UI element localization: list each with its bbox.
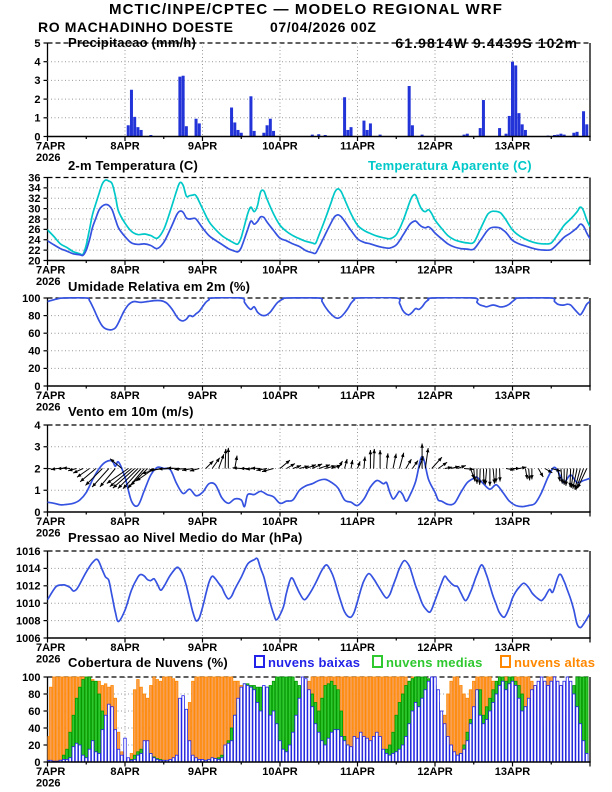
x-tick-label: 9APR [187, 642, 218, 654]
legend-low-clouds: nuvens baixas [254, 655, 360, 670]
line-2-m Temperatura (C) [48, 204, 591, 255]
x-tick-label: 13APR [494, 264, 531, 277]
y-tick-label: 0 [34, 380, 41, 393]
precip-bar [185, 126, 188, 136]
axis-labels [16, 546, 530, 666]
x-tick-label: 12APR [417, 766, 453, 778]
y-tick-label: 1010 [16, 598, 41, 610]
y-tick-label: 0 [34, 506, 41, 519]
precip-bar [582, 111, 585, 136]
x-tick-label: 13APR [494, 516, 531, 528]
precip-bar [511, 62, 514, 137]
precip-bar [514, 65, 517, 136]
precip-bar [230, 108, 233, 137]
x-tick-label: 9APR [187, 390, 218, 402]
low-clouds-swatch-icon [254, 655, 265, 668]
legend-apparent-temperature: Temperatura Aparente (C) [368, 158, 532, 173]
x-tick-label: 7APR [36, 140, 66, 153]
precip-bar [366, 130, 369, 137]
precip-bar [133, 117, 136, 137]
y-tick-label: 32 [28, 193, 41, 206]
x-year-label: 2026 [36, 777, 61, 790]
precip-bar [585, 124, 588, 136]
high-clouds-swatch-icon [500, 655, 511, 668]
y-tick-label: 1 [34, 112, 41, 125]
x-tick-label: 12APR [417, 390, 453, 402]
panel-title-clouds: Cobertura de Nuvens (%) [68, 655, 228, 670]
y-tick-label: 1006 [16, 632, 41, 645]
panel-title-precipitation: Precipitacao (mm/h) [68, 35, 197, 50]
axis-labels [28, 172, 530, 288]
panel-title-pressure: Pressao ao Nivel Medio do Mar (hPa) [68, 530, 303, 545]
x-tick-label: 8APR [110, 390, 140, 402]
x-tick-label: 9APR [187, 264, 218, 277]
precip-bar [130, 90, 133, 137]
x-tick-label: 8APR [110, 140, 140, 153]
precip-bar [521, 124, 524, 136]
line-Umidade Relativa em 2m (%) [48, 298, 591, 330]
precip-bar [508, 116, 511, 137]
model-run-datetime: 07/04/2026 00Z [270, 19, 377, 35]
precip-bar [411, 125, 414, 136]
panel-wind [34, 420, 590, 540]
y-tick-label: 28 [28, 213, 41, 226]
series-rh [48, 298, 591, 330]
panel-title-humidity: Umidade Relativa em 2m (%) [68, 279, 251, 294]
y-tick-label: 60 [28, 705, 41, 718]
y-tick-label: 4 [34, 419, 41, 432]
axis-labels [22, 293, 530, 414]
x-tick-label: 11APR [340, 766, 375, 778]
panel-clouds [22, 672, 591, 790]
x-tick-label: 13APR [494, 390, 531, 402]
y-tick-label: 20 [28, 363, 41, 376]
x-tick-label: 9APR [187, 516, 218, 528]
x-tick-label: 13APR [494, 140, 531, 153]
panel-temp [28, 172, 590, 288]
y-tick-label: 80 [28, 310, 41, 323]
gridlines [48, 551, 591, 638]
x-tick-label: 7APR [36, 264, 66, 277]
precip-bar [266, 125, 269, 136]
precip-bar [498, 128, 501, 136]
x-tick-label: 12APR [417, 140, 453, 153]
panel-title-wind: Vento em 10m (m/s) [68, 404, 194, 419]
precip-bar [517, 113, 520, 136]
y-tick-label: 20 [28, 255, 41, 268]
y-tick-label: 1016 [16, 545, 41, 558]
precip-bar [269, 119, 272, 137]
precip-bar [482, 100, 485, 136]
x-year-label: 2026 [36, 401, 61, 414]
series-clouds [46, 677, 588, 762]
x-tick-label: 11APR [340, 642, 375, 654]
y-tick-label: 24 [28, 234, 41, 247]
x-year-label: 2026 [36, 152, 61, 164]
line-Temperatura Aparente (C) [48, 180, 591, 255]
precip-bar [178, 77, 181, 137]
x-tick-label: 7APR [36, 642, 66, 654]
precip-bar [408, 86, 411, 136]
y-tick-label: 26 [28, 224, 41, 237]
precip-bar [237, 130, 240, 137]
mid-clouds-swatch-icon [372, 655, 383, 668]
x-tick-label: 9APR [187, 140, 218, 153]
precip-bar [136, 127, 139, 136]
x-tick-label: 12APR [417, 516, 453, 528]
panel-title-temperature: 2-m Temperatura (C) [68, 158, 198, 173]
panel-precip [34, 38, 590, 164]
x-tick-label: 9APR [187, 766, 218, 778]
precip-bar [249, 96, 252, 136]
y-tick-label: 1014 [16, 563, 41, 576]
x-tick-label: 7APR [36, 390, 66, 402]
x-tick-label: 8APR [110, 642, 140, 654]
precip-bar [233, 122, 236, 136]
y-tick-label: 1012 [16, 580, 41, 593]
y-tick-label: 0 [34, 756, 41, 769]
y-tick-label: 60 [28, 328, 41, 340]
series-temp [48, 180, 591, 256]
x-tick-label: 10APR [262, 264, 298, 277]
precip-bar [350, 127, 353, 136]
y-tick-label: 5 [34, 37, 41, 50]
y-tick-label: 2 [34, 463, 41, 476]
x-tick-label: 10APR [262, 642, 298, 654]
legend-mid-clouds: nuvens medias [372, 655, 483, 670]
precip-bar [524, 130, 527, 137]
precip-bar [253, 131, 256, 137]
x-tick-label: 10APR [262, 390, 298, 402]
x-tick-label: 10APR [262, 516, 298, 528]
legend-high-clouds: nuvens altas [500, 655, 595, 670]
axis-labels [34, 38, 530, 164]
precip-bar [198, 123, 201, 136]
x-tick-label: 12APR [417, 264, 453, 277]
station-name: RO MACHADINHO DOESTE [38, 19, 234, 35]
panel-pressure [16, 546, 591, 666]
x-tick-label: 10APR [262, 766, 298, 778]
x-year-label: 2026 [36, 276, 61, 288]
y-tick-label: 30 [28, 203, 41, 216]
y-tick-label: 4 [34, 56, 41, 69]
page-title: MCTIC/INPE/CPTEC — MODELO REGIONAL WRF [108, 1, 504, 18]
precip-bar [272, 131, 275, 137]
y-tick-label: 80 [28, 688, 41, 701]
x-tick-label: 11APR [340, 516, 375, 528]
x-year-label: 2026 [36, 527, 61, 540]
precip-bar [182, 76, 185, 137]
gridlines [48, 298, 591, 386]
x-tick-label: 8APR [110, 264, 140, 277]
precip-bar [195, 119, 198, 137]
x-year-label: 2026 [36, 653, 61, 666]
station-coordinates: 61.9814W 9.4439S 102m [395, 35, 578, 51]
precip-bar [362, 121, 365, 137]
x-tick-label: 10APR [262, 140, 298, 153]
x-tick-label: 8APR [110, 766, 140, 778]
x-tick-label: 7APR [36, 516, 66, 528]
y-tick-label: 100 [22, 292, 41, 305]
y-tick-label: 22 [28, 244, 41, 257]
y-tick-label: 3 [34, 75, 41, 88]
x-tick-label: 11APR [340, 390, 375, 402]
y-tick-label: 20 [28, 739, 41, 752]
y-tick-label: 40 [28, 722, 41, 735]
y-tick-label: 0 [34, 131, 41, 144]
precip-bar [140, 130, 143, 137]
x-tick-label: 7APR [36, 766, 66, 778]
y-tick-label: 3 [34, 441, 41, 454]
precip-bar [369, 123, 372, 136]
x-tick-label: 13APR [494, 766, 531, 778]
y-tick-label: 1 [34, 485, 41, 498]
y-tick-label: 1008 [16, 615, 41, 628]
y-tick-label: 36 [28, 172, 41, 185]
precip-bar [576, 132, 579, 137]
x-tick-label: 8APR [110, 516, 140, 528]
precip-bar [479, 128, 482, 136]
x-tick-label: 12APR [417, 642, 453, 654]
series-wind [43, 443, 590, 506]
x-tick-label: 11APR [340, 140, 375, 153]
y-tick-label: 100 [22, 671, 41, 684]
panel-rh [22, 293, 591, 414]
precip-bar [346, 130, 349, 137]
axis-labels [34, 420, 530, 540]
y-tick-label: 40 [28, 345, 41, 358]
y-tick-label: 34 [28, 182, 41, 195]
x-tick-label: 11APR [340, 264, 375, 277]
x-tick-label: 13APR [494, 642, 531, 654]
precip-bar [127, 125, 130, 136]
precip-bar [343, 97, 346, 136]
y-tick-label: 2 [34, 93, 41, 106]
